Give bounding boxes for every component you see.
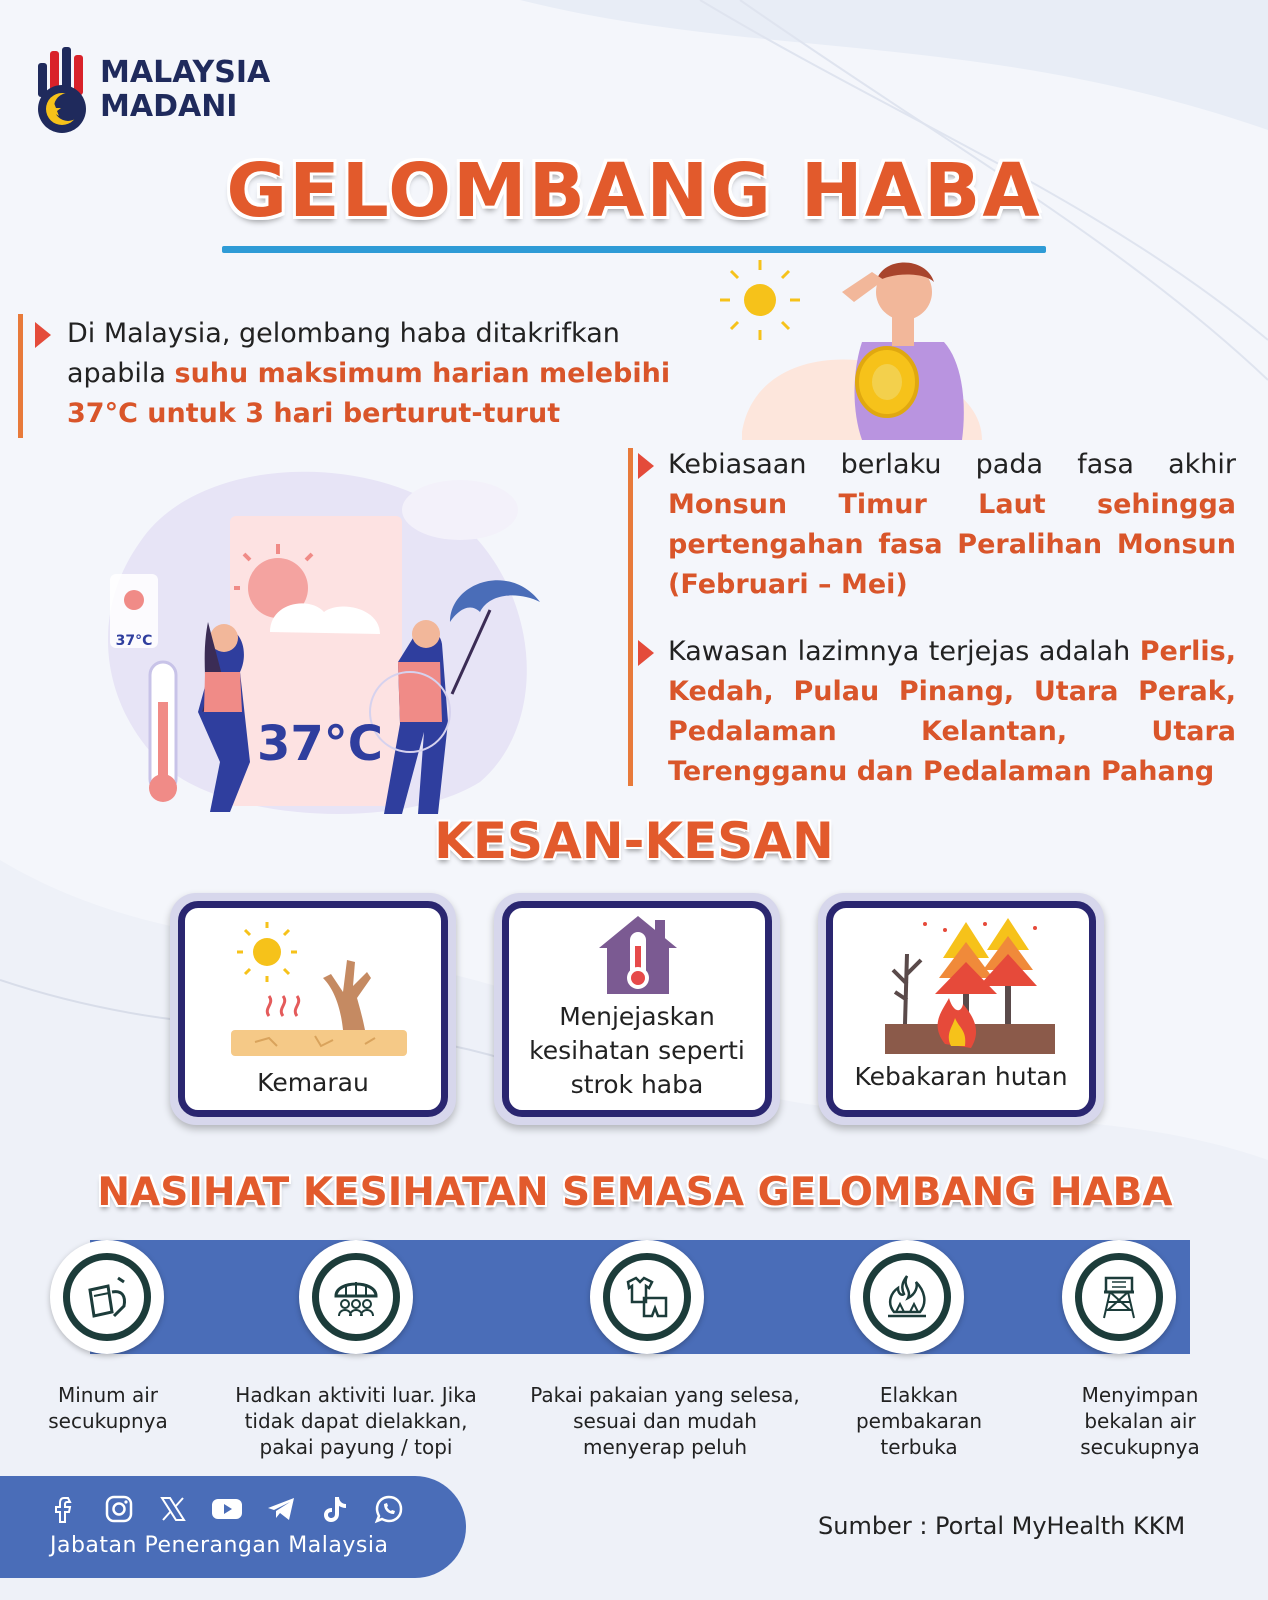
hot-man-illustration xyxy=(712,252,992,440)
facebook-icon[interactable] xyxy=(48,1492,82,1526)
chevron-right-icon xyxy=(35,322,51,348)
period-text-plain: Kebiasaan berlaku pada fasa akhir xyxy=(668,449,1236,480)
social-icons xyxy=(48,1492,406,1526)
small-temperature-label: 37°C xyxy=(115,633,153,649)
advice-circle-water-tower xyxy=(1062,1240,1176,1354)
advice-circle-umbrella xyxy=(299,1240,413,1354)
affected-areas-text xyxy=(628,632,1236,792)
definition-text-plain: Di Malaysia, gelombang haba ditakrifkan apabila xyxy=(67,318,620,389)
effect-label-forest-fire: Kebakaran hutan xyxy=(854,1062,1068,1091)
advice-circle-clothing xyxy=(590,1240,704,1354)
advice-circle-drink xyxy=(50,1240,164,1354)
tiktok-icon[interactable] xyxy=(318,1492,352,1526)
affected-areas-highlight: Perlis, Kedah, Pulau Pinang, Utara Perak, Pedalaman Kelantan, Utara Terengganu dan Pedalaman Pahang xyxy=(668,636,1236,787)
effect-card-heatstroke xyxy=(494,893,780,1125)
clothing-icon xyxy=(622,1272,672,1322)
effects-title: KESAN-KESAN xyxy=(434,812,834,870)
advice-label-clothing: Pakai pakaian yang selesa, sesuai dan mudah menyerap peluh xyxy=(530,1383,800,1459)
telegram-icon[interactable] xyxy=(264,1492,298,1526)
madani-emblem-icon xyxy=(32,45,94,135)
health-advice-title: NASIHAT KESIHATAN SEMASA GELOMBANG HABA xyxy=(97,1170,1173,1215)
advice-label-water-tower: Menyimpan bekalan air secukupnya xyxy=(1080,1383,1200,1459)
advice-label-drink: Minum air secukupnya xyxy=(48,1383,168,1433)
water-tower-icon xyxy=(1094,1272,1144,1322)
forest-fire-icon xyxy=(885,914,1055,1054)
x-icon[interactable] xyxy=(156,1492,190,1526)
page-title: GELOMBANG HABA xyxy=(226,148,1042,234)
big-temperature-label: 37°C xyxy=(256,716,384,772)
effect-card-forest-fire xyxy=(818,893,1104,1125)
instagram-icon[interactable] xyxy=(102,1492,136,1526)
chevron-right-icon xyxy=(638,640,654,666)
youtube-icon[interactable] xyxy=(210,1492,244,1526)
advice-label-umbrella: Hadkan aktiviti luar. Jika tidak dapat dielakkan, pakai payung / topi xyxy=(235,1383,477,1459)
effect-label-heatstroke: Menjejaskan kesihatan seperti strok haba xyxy=(529,1002,745,1099)
fire-icon xyxy=(882,1272,932,1322)
logo-line-1: MALAYSIA xyxy=(100,55,271,90)
umbrella-people-icon xyxy=(331,1272,381,1322)
chevron-right-icon xyxy=(638,453,654,479)
weather-illustration xyxy=(80,462,560,822)
whatsapp-icon[interactable] xyxy=(372,1492,406,1526)
definition-text-highlight: suhu maksimum harian melebihi 37°C untuk 3 hari berturut-turut xyxy=(67,358,671,429)
affected-areas-plain: Kawasan lazimnya terjejas adalah xyxy=(668,636,1140,667)
period-text-highlight: Monsun Timur Laut sehingga pertengahan fasa Peralihan Monsun (Februari – Mei) xyxy=(668,489,1236,600)
period-text xyxy=(628,445,1236,605)
drought-icon xyxy=(225,920,415,1060)
effect-label-drought: Kemarau xyxy=(257,1068,369,1097)
malaysia-madani-logo xyxy=(32,44,292,136)
house-thermometer-icon xyxy=(593,910,683,1000)
advice-circle-fire xyxy=(850,1240,964,1354)
effect-card-drought xyxy=(170,893,456,1125)
logo-line-2: MADANI xyxy=(100,89,238,124)
drink-water-icon xyxy=(82,1272,132,1322)
footer-organization: Jabatan Penerangan Malaysia xyxy=(50,1533,389,1558)
source-credit: Sumber : Portal MyHealth KKM xyxy=(818,1512,1186,1540)
advice-label-fire: Elakkan pembakaran terbuka xyxy=(855,1383,983,1459)
definition-text xyxy=(18,314,708,438)
